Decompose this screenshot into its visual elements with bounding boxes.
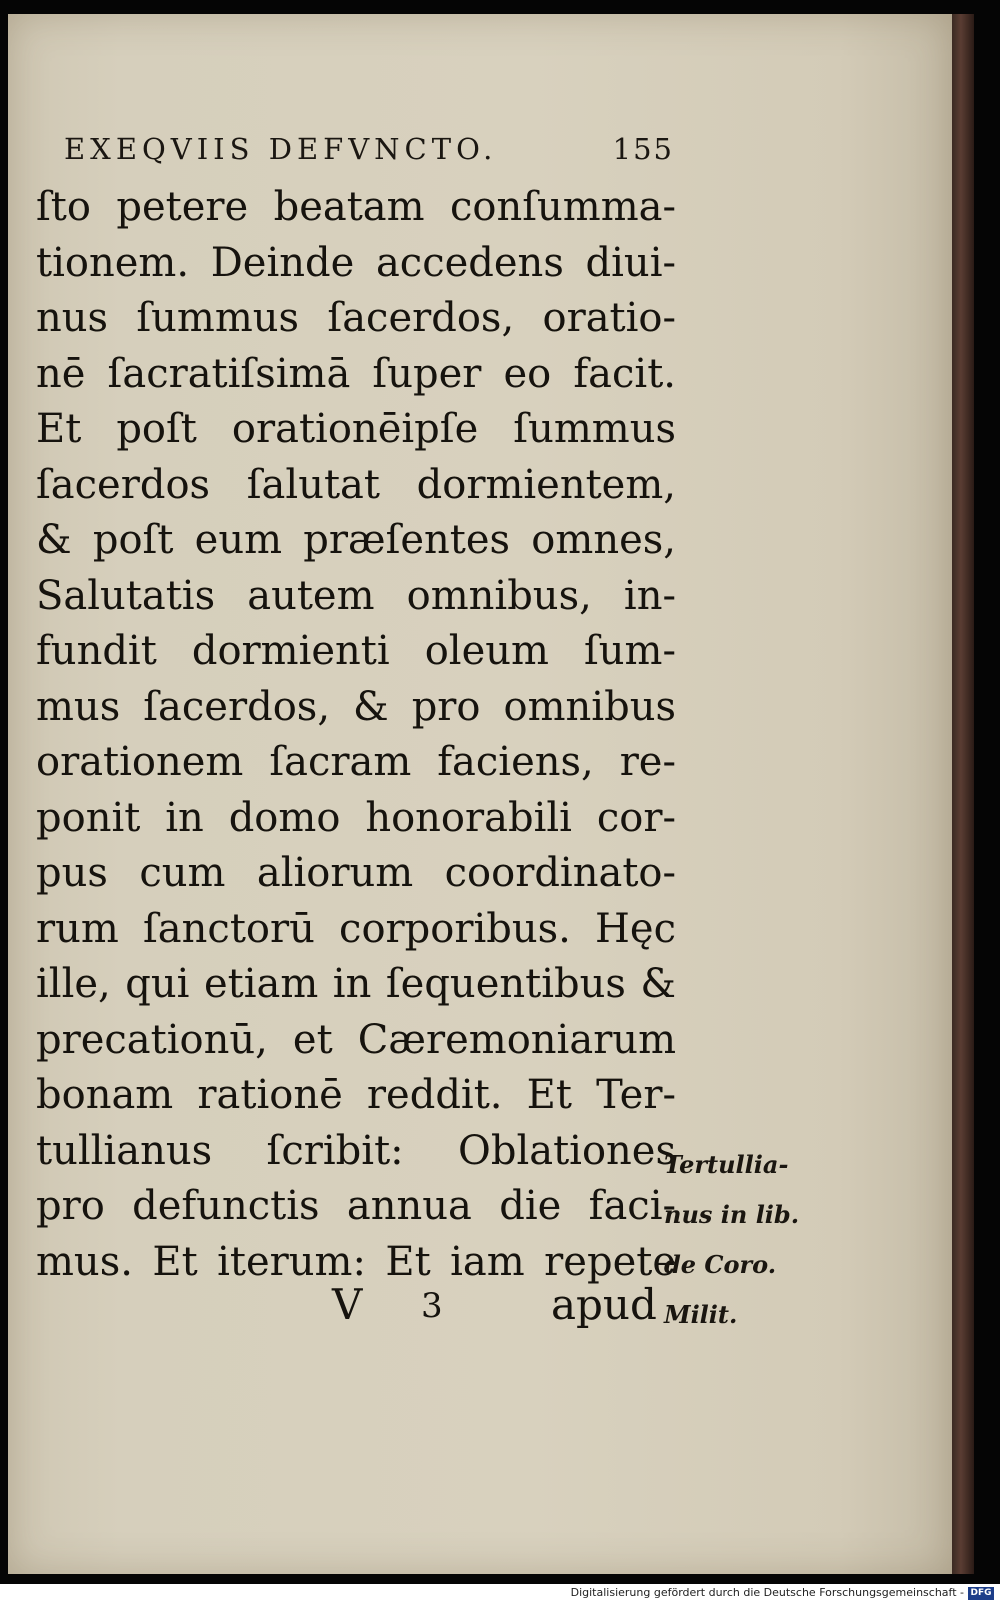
signature-mark: V [332,1280,363,1329]
page-number: 155 [612,132,674,166]
page-edge [952,14,974,1574]
text-line: bonam rationē reddit. Et Ter- [36,1072,676,1118]
marginal-note-line: Tertullia- [664,1150,789,1179]
text-line: ſacerdos ſalutat dormientem, [36,461,676,508]
signature-number: 3 [421,1286,443,1326]
text-line: ille, qui etiam in ſequentibus & [36,961,676,1007]
text-line: & poſt eum præſentes omnes, [36,517,676,563]
text-line: precationū, et Cæremoniarum [36,1016,676,1063]
dfg-logo: DFG [968,1587,994,1600]
signature-line [36,1280,656,1340]
marginal-note-line: de Coro. [664,1250,777,1279]
text-line: tullianus ſcribit: Oblationes [36,1127,676,1174]
text-line: tionem. Deinde accedens diui- [36,239,676,286]
funding-credit: Digitalisierung gefördert durch die Deutsche Forschungsgemeinschaft - [570,1586,964,1599]
text-line: orationem ſacram faciens, re- [36,739,676,785]
catchword: apud [551,1280,657,1329]
marginal-note [664,1140,814,1340]
marginal-note-line: Milit. [664,1300,738,1329]
text-line: ſto petere beatam conſumma- [36,184,676,230]
marginal-note-line: nus in lib. [664,1200,800,1229]
page-header [64,132,674,172]
text-line: Salutatis autem omnibus, in- [36,572,676,619]
text-line: mus ſacerdos, & pro omnibus [36,683,676,730]
text-line: fundit dormienti oleum ſum- [36,628,676,674]
text-line: ponit in domo honorabili cor- [36,794,676,841]
text-line: rum ſanctorū corporibus. Hęc [36,905,676,952]
body-text [36,180,676,1290]
text-line: pus cum aliorum coordinato- [36,850,676,896]
text-line: Et poſt orationēipſe ſummus [36,406,676,452]
text-line: mus. Et iterum: Et iam repete [36,1238,676,1285]
text-line: nē ſacratiſsimā ſuper eo facit. [36,350,676,397]
running-title: EXEQVIIS DEFVNCTO. [64,132,498,166]
text-line: pro defunctis annua die faci- [36,1183,676,1229]
text-line: nus ſummus ſacerdos, oratio- [36,295,676,341]
